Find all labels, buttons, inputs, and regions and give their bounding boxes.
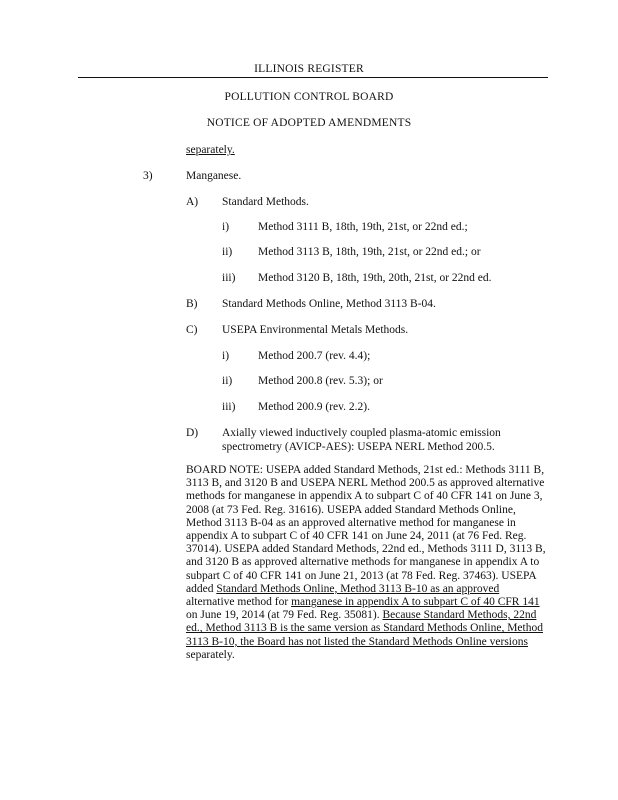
notice-title: NOTICE OF ADOPTED AMENDMENTS (206, 117, 412, 129)
subitem-text: Method 200.9 (rev. 2.2). (258, 401, 370, 413)
subitem-text: Method 3120 B, 18th, 19th, 20th, 21st, or 22nd ed. (258, 272, 492, 284)
subitem-label: i) (222, 350, 230, 362)
item-text: Standard Methods. (222, 196, 309, 208)
board-note-text: alternative method for (186, 596, 292, 609)
register-title: ILLINOIS REGISTER (254, 63, 364, 75)
subitem-label: iii) (222, 272, 236, 284)
item-text-line2: spectrometry (AVICP-AES): USEPA NERL Method 200.5. (222, 441, 495, 453)
board-note-underlined: manganese in appendix A to subpart C of 40 CFR 141 (291, 596, 540, 609)
subitem-text: Method 200.8 (rev. 5.3); or (258, 375, 383, 387)
header-rule (78, 77, 548, 78)
board-note-text: separately. (186, 648, 235, 661)
board-note (186, 464, 546, 662)
subitem-label: iii) (222, 401, 236, 413)
item-label: D) (186, 427, 199, 439)
subitem-label: ii) (222, 375, 233, 387)
subitem-text: Method 200.7 (rev. 4.4); (258, 350, 371, 362)
section-title: Manganese. (186, 170, 242, 182)
subitem-label: ii) (222, 246, 233, 258)
subitem-text: Method 3113 B, 18th, 19th, 21st, or 22nd ed.; or (258, 246, 481, 258)
item-label: B) (186, 298, 198, 310)
board-note-text: BOARD NOTE: USEPA added Standard Methods, 21st ed.: Methods 3111 B, 3113 B, and 3120 B and USEPA NERL Method 200.5 as approved alternative methods for manganese in appendix A to subpart C of 40 CFR 141 on June 3, 2008 (at 73 Fed. Reg. 31616). USEPA added Standard Methods Online, Method 3113 B-04 as an approved alternative method for manganese in appendix A to subpart C of 40 CFR 141 on June 24, 2011 (at 76 Fed. Reg. 37014). USEPA added Standard Methods, 22nd ed., Methods 3111 D, 3113 B, and 3120 B as approved alternative methods for manganese in appendix A to subpart C of 40 CFR 141 on June 21, 2013 (at 78 Fed. Reg. 37463). USEPA added (186, 464, 546, 595)
continuation-text: separately. (186, 144, 235, 156)
subitem-label: i) (222, 221, 230, 233)
item-label: C) (186, 324, 198, 336)
item-label: A) (186, 196, 199, 208)
board-name: POLLUTION CONTROL BOARD (224, 91, 394, 103)
item-text: USEPA Environmental Metals Methods. (222, 324, 409, 336)
section-number: 3) (143, 170, 153, 182)
subitem-text: Method 3111 B, 18th, 19th, 21st, or 22nd ed.; (258, 221, 468, 233)
board-note-text: on June 19, 2014 (at 79 Fed. Reg. 35081). (186, 609, 383, 622)
board-note-underlined: Standard Methods Online, Method 3113 B-10 as an approved (216, 582, 500, 595)
item-text-line1: Axially viewed inductively coupled plasma-atomic emission (222, 427, 501, 439)
item-text: Standard Methods Online, Method 3113 B-04. (222, 298, 436, 310)
board-note-underlined: Because Standard Methods, 22nd ed., Method 3113 B is the same version as Standard Methods Online, Method 3113 B-10, the Board has not listed the Standard Methods Online versions (186, 609, 543, 648)
